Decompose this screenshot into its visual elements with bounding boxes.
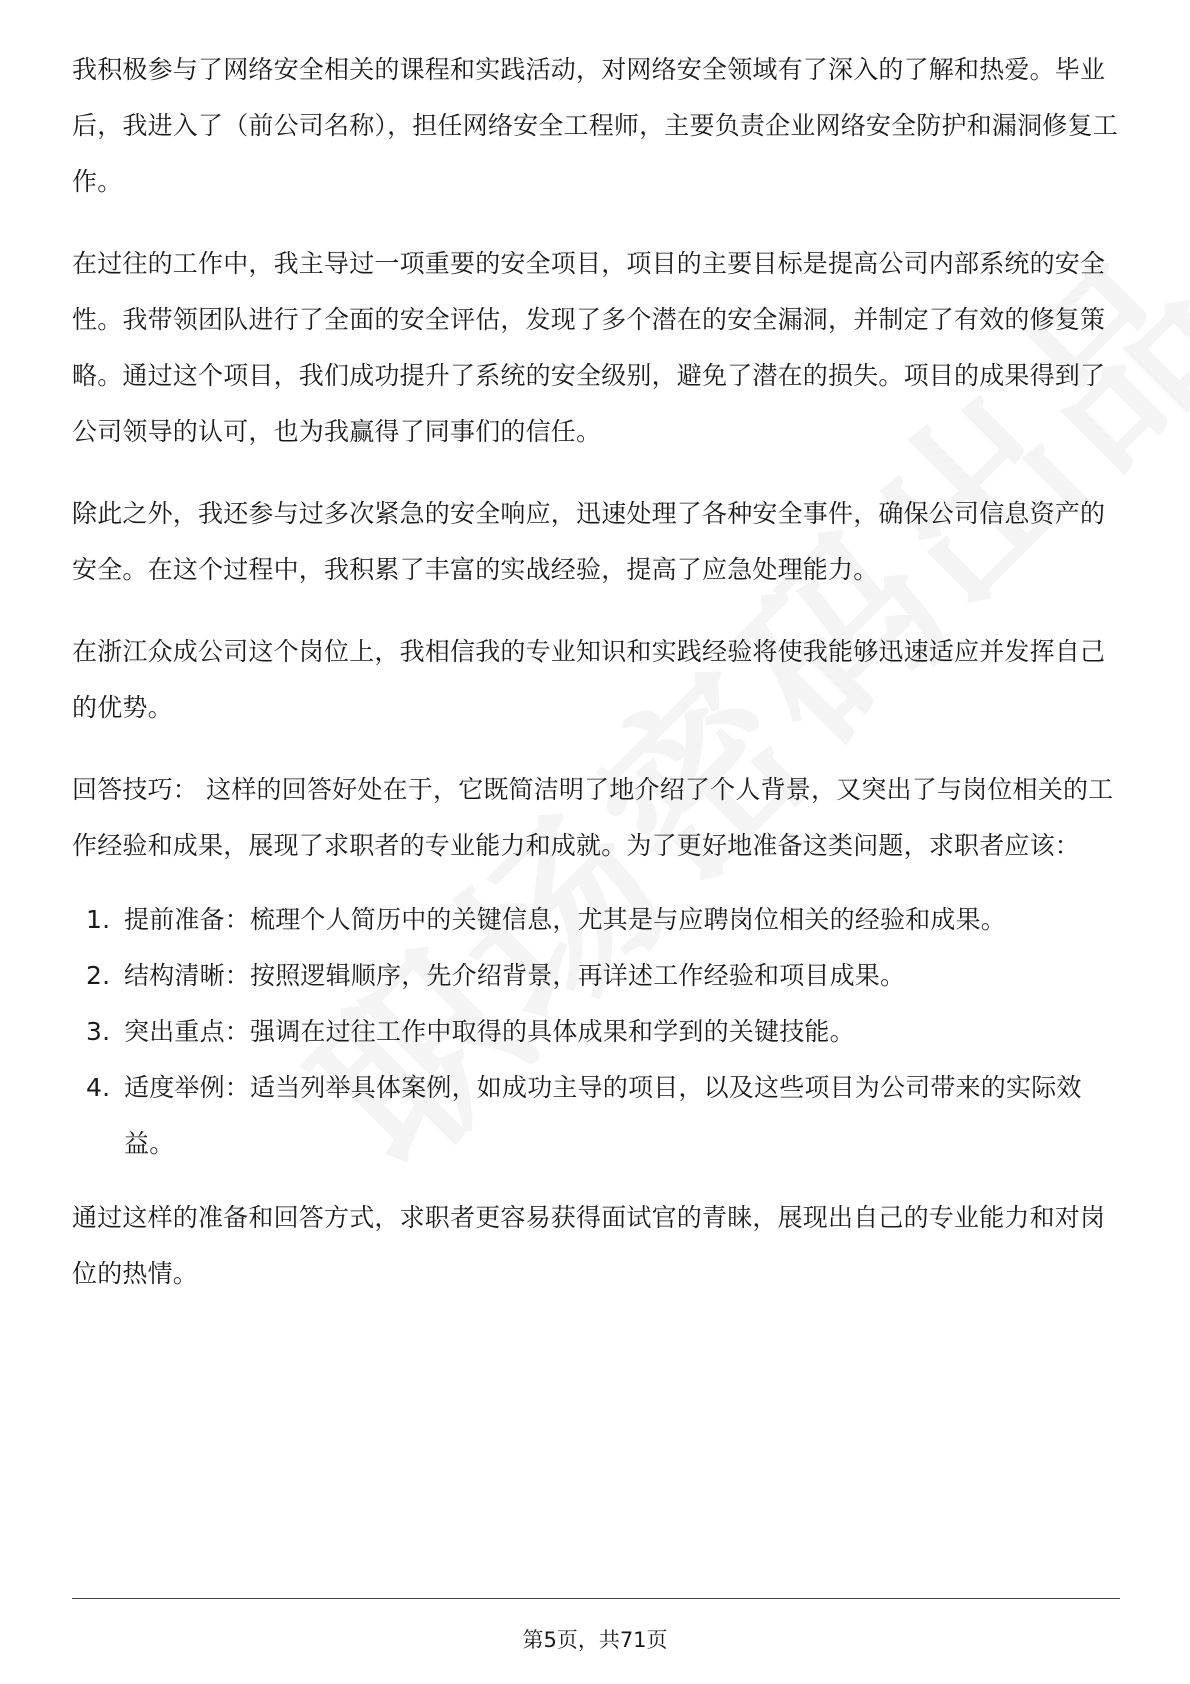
paragraph-position: 在浙江众成公司这个岗位上，我相信我的专业知识和实践经验将使我能够迅速适应并发挥自己的优势。 (72, 637, 1106, 722)
page-number: 第5页，共71页 (522, 1628, 668, 1652)
paragraph-background: 我积极参与了网络安全相关的课程和实践活动，对网络安全领域有了深入的了解和热爱。毕业后，我进入了（前公司名称），担任网络安全工程师，主要负责企业网络安全防护和漏洞修复工作。 (72, 55, 1118, 196)
list-item (72, 948, 1120, 1004)
paragraph-tips: 回答技巧： 这样的回答好处在于，它既简洁明了地介绍了个人背景，又突出了与岗位相关的工作经验和成果，展现了求职者的专业能力和成就。为了更好地准备这类问题，求职者应该： (72, 775, 1114, 860)
list-item-text: 结构清晰：按照逻辑顺序，先介绍背景，再详述工作经验和项目成果。 (124, 961, 906, 990)
paragraph-emergency: 除此之外，我还参与过多次紧急的安全响应，迅速处理了各种安全事件，确保公司信息资产的安全。在这个过程中，我积累了丰富的实战经验，提高了应急处理能力。 (72, 499, 1106, 584)
list-item-text: 适度举例：适当列举具体案例，如成功主导的项目，以及这些项目为公司带来的实际效益。 (124, 1073, 1082, 1158)
paragraph-closing: 通过这样的准备和回答方式，求职者更容易获得面试官的青睐，展现出自己的专业能力和对岗位的热情。 (72, 1203, 1106, 1288)
footer-divider (72, 1598, 1120, 1599)
list-item-text: 提前准备：梳理个人简历中的关键信息，尤其是与应聘岗位相关的经验和成果。 (124, 905, 1007, 934)
paragraph-project: 在过往的工作中，我主导过一项重要的安全项目，项目的主要目标是提高公司内部系统的安全性。我带领团队进行了全面的安全评估，发现了多个潜在的安全漏洞，并制定了有效的修复策略。通过这个项目，我们成功提升了系统的安全级别，避免了潜在的损失。项目的成果得到了公司领导的认可，也为我赢得了同事们的信任。 (72, 249, 1106, 446)
tips-list (72, 892, 1120, 1172)
list-item-number: 2. (86, 961, 111, 990)
list-item-number: 1. (86, 905, 111, 934)
page-content (72, 42, 1120, 1328)
list-item (72, 892, 1120, 948)
list-item-number: 4. (86, 1073, 111, 1102)
list-item-text: 突出重点：强调在过往工作中取得的具体成果和学到的关键技能。 (124, 1017, 855, 1046)
list-item (72, 1004, 1120, 1060)
list-item-number: 3. (86, 1017, 111, 1046)
list-item (72, 1060, 1120, 1172)
